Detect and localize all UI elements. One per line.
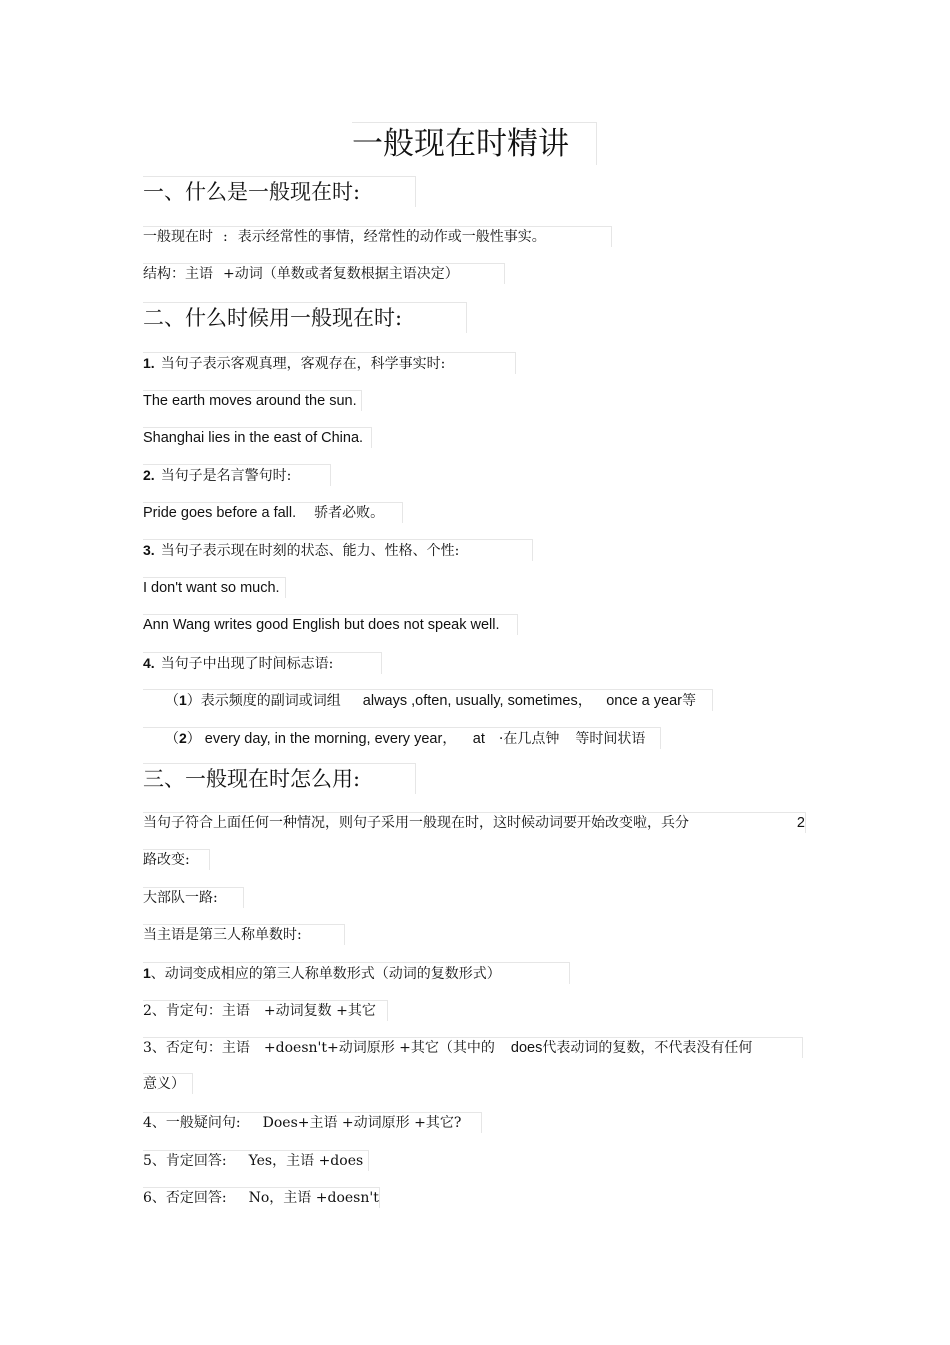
case-1-text: 当句子表示客观真理，客观存在，科学事实时:	[160, 356, 446, 372]
structure-rest: +动词（单数或者复数根据主语决定）	[223, 266, 459, 282]
section-2-heading: 二、什么时候用一般现在时:	[143, 302, 467, 333]
sub-1-end: 等	[681, 693, 696, 709]
case-1-example-1: The earth moves around the sun.	[143, 390, 362, 411]
intro-continued: 路改变:	[143, 849, 210, 870]
sub-1-words-2: once a year	[606, 693, 682, 709]
case-4-sub-1	[143, 689, 713, 711]
sub-1-words: always ,often, usually, sometimes，	[362, 693, 593, 709]
rule-6-rest: No，主语 +doesn't	[248, 1190, 379, 1206]
case-4-line	[143, 652, 382, 674]
sub-2-open: （	[165, 731, 179, 747]
rule-5-rest: Yes，主语 +does	[248, 1153, 364, 1169]
definition-term: 一般现在时	[143, 229, 213, 245]
case-1-number: 1.	[143, 355, 155, 371]
army-line: 大部队一路:	[143, 887, 244, 908]
definition-colon: :	[223, 229, 228, 245]
case-4-sub-2	[143, 727, 661, 749]
intro-number: 2	[796, 815, 805, 831]
sub-2-end: 等时间状语	[575, 731, 646, 747]
rule-3-rest: 代表动词的复数，不代表没有任何	[542, 1040, 753, 1056]
case-2-text: 当句子是名言警句时:	[160, 468, 292, 484]
structure-line	[143, 263, 505, 284]
rule-6	[143, 1187, 380, 1208]
rule-1-number: 1	[143, 965, 151, 981]
case-2-example-1	[143, 502, 403, 523]
rule-3-prefix: 3、否定句：主语	[143, 1040, 250, 1056]
sub-2-close: ）	[186, 731, 201, 747]
case-3-example-1: I don't want so much.	[143, 577, 286, 598]
section-3-heading: 三、一般现在时怎么用:	[143, 763, 416, 794]
case-1-line	[143, 352, 516, 374]
structure-prefix: 结构：主语	[143, 266, 213, 282]
case-3-line	[143, 539, 533, 561]
intro-line	[143, 812, 806, 833]
rule-4	[143, 1112, 482, 1133]
sub-2-number: 2	[179, 730, 187, 746]
rule-2-prefix: 2、肯定句：主语	[143, 1003, 250, 1019]
rule-4-rest: Does+主语 +动词原形 +其它?	[262, 1115, 462, 1131]
subject-line: 当主语是第三人称单数时:	[143, 924, 345, 945]
rule-2-rest: +动词复数 +其它	[263, 1003, 376, 1019]
case-3-example-2: Ann Wang writes good English but does not speak well.	[143, 614, 518, 635]
page-title: 一般现在时精讲	[352, 122, 597, 165]
rule-6-prefix: 6、否定回答:	[143, 1190, 227, 1206]
rule-3-does: does	[510, 1040, 543, 1056]
sub-2-at: at	[472, 731, 485, 747]
rule-3	[143, 1037, 803, 1058]
rule-1-text: 、动词变成相应的第三人称单数形式（动词的复数形式）	[150, 966, 501, 982]
case-2-line	[143, 464, 331, 486]
sub-2-words: every day, in the morning, every year，	[204, 731, 457, 747]
definition-text: 表示经常性的事情，经常性的动作或一般性事实。	[237, 229, 546, 245]
sub-1-open: （	[165, 693, 179, 709]
sub-1-close: ）	[186, 693, 201, 709]
case-3-number: 3.	[143, 542, 155, 558]
case-2-example-en: Pride goes before a fall.	[143, 505, 297, 521]
case-4-text: 当句子中出现了时间标志语:	[160, 656, 334, 672]
section-1-heading: 一、什么是一般现在时:	[143, 176, 416, 207]
intro-text: 当句子符合上面任何一种情况，则句子采用一般现在时，这时候动词要开始改变啦，兵分	[143, 815, 689, 831]
case-1-example-2: Shanghai lies in the east of China.	[143, 427, 372, 448]
case-3-text: 当句子表示现在时刻的状态、能力、性格、个性:	[160, 543, 460, 559]
case-2-number: 2.	[143, 467, 155, 483]
rule-4-prefix: 4、一般疑问句:	[143, 1115, 241, 1131]
case-4-number: 4.	[143, 655, 155, 671]
rule-5	[143, 1150, 369, 1171]
sub-2-dot: ·在几点钟	[498, 731, 560, 747]
sub-1-text: 表示频度的副词或词组	[200, 693, 341, 709]
rule-5-prefix: 5、肯定回答:	[143, 1153, 227, 1169]
definition-line	[143, 226, 612, 247]
case-2-example-zh: 骄者必败。	[314, 505, 385, 521]
rule-2	[143, 1000, 388, 1021]
rule-3-mid: +doesn't+动词原形 +其它（其中的	[263, 1040, 495, 1056]
rule-3-continued: 意义）	[143, 1073, 193, 1094]
sub-1-number: 1	[179, 692, 187, 708]
rule-1	[143, 962, 570, 984]
